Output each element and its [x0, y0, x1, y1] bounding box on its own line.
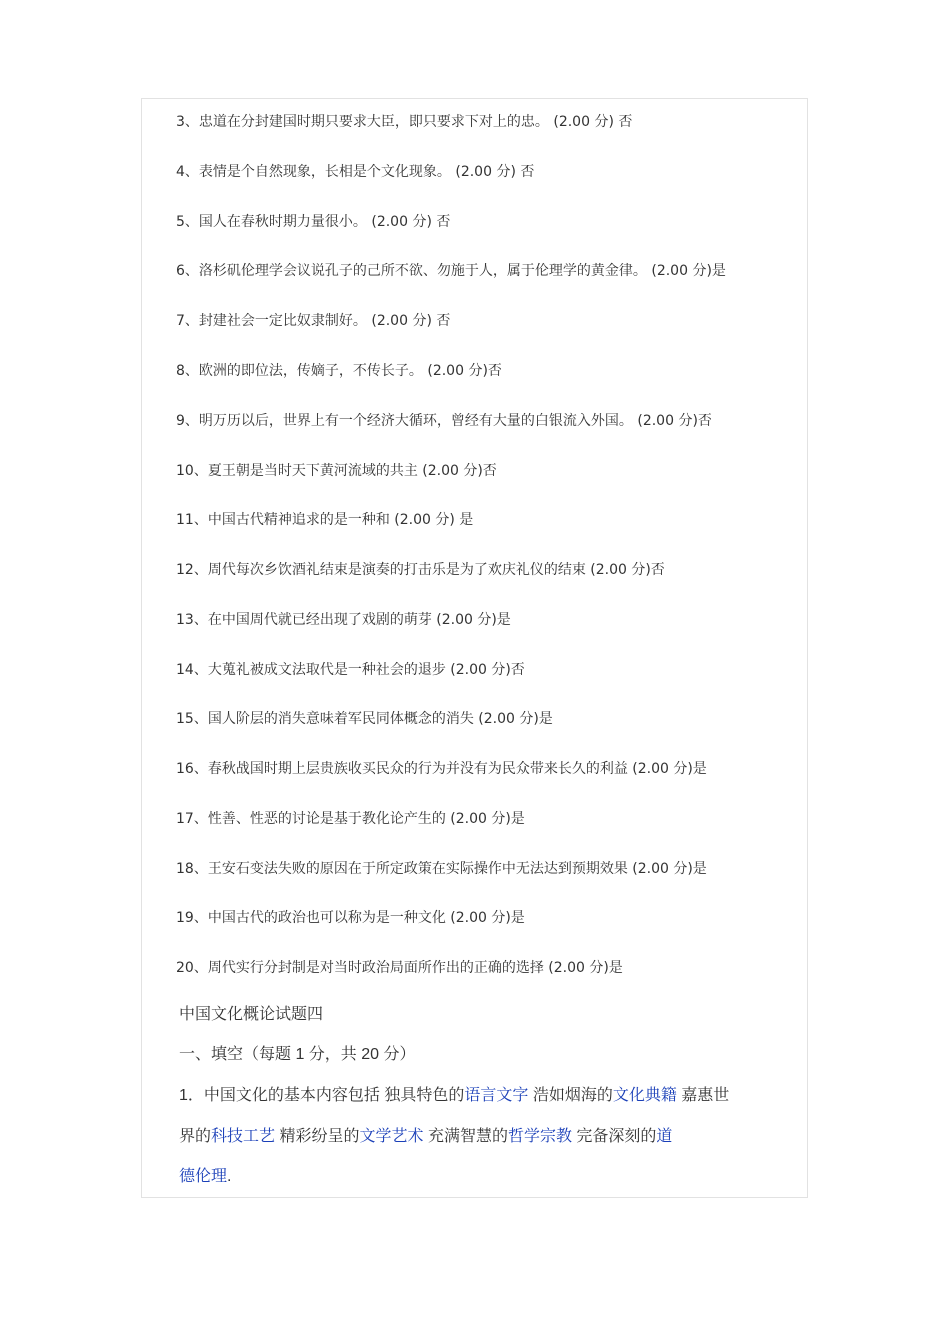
question-item: 16、春秋战国时期上层贵族收买民众的行为并没有为民众带来长久的利益 (2.00 分)是 [176, 761, 707, 777]
fill-text: 界的 [179, 1128, 212, 1145]
fill-text: 充满智慧的 [423, 1128, 508, 1145]
answer-blank: 德伦理 [179, 1168, 228, 1185]
question-item: 7、封建社会一定比奴隶制好。 (2.00 分) 否 [176, 313, 451, 329]
question-item: 3、忠道在分封建国时期只要求大臣，即只要求下对上的忠。 (2.00 分) 否 [176, 114, 633, 130]
question-item: 5、国人在春秋时期力量很小。 (2.00 分) 否 [176, 214, 451, 230]
fill-question-line-1 [179, 1085, 729, 1107]
question-item: 18、王安石变法失败的原因在于所定政策在实际操作中无法达到预期效果 (2.00 分)是 [176, 861, 707, 877]
answer-blank: 文学艺术 [359, 1128, 424, 1145]
fill-text: 完备深刻的 [571, 1128, 657, 1145]
fill-text: . [227, 1168, 232, 1185]
question-item: 8、欧洲的即位法，传嫡子，不传长子。 (2.00 分)否 [176, 363, 502, 379]
fill-text: 1．中国文化的基本内容包括 独具特色的 [179, 1087, 465, 1104]
fill-text: 浩如烟海的 [528, 1087, 613, 1104]
question-item: 11、中国古代精神追求的是一种和 (2.00 分) 是 [176, 512, 474, 528]
section-heading: 一、填空（每题 1 分，共 20 分） [179, 1046, 416, 1063]
answer-blank: 语言文字 [464, 1087, 529, 1104]
question-item: 14、大蒐礼被成文法取代是一种社会的退步 (2.00 分)否 [176, 662, 525, 678]
question-item: 6、洛杉矶伦理学会议说孔子的己所不欲、勿施于人，属于伦理学的黄金律。 (2.00 分)是 [176, 263, 726, 279]
question-item: 9、明万历以后，世界上有一个经济大循环，曾经有大量的白银流入外国。 (2.00 分)否 [176, 413, 712, 429]
exam-title: 中国文化概论试题四 [179, 1006, 324, 1023]
question-item: 13、在中国周代就已经出现了戏剧的萌芽 (2.00 分)是 [176, 612, 511, 628]
fill-question-line-3 [179, 1166, 231, 1188]
question-item: 17、性善、性恶的讨论是基于教化论产生的 (2.00 分)是 [176, 811, 525, 827]
question-item: 20、周代实行分封制是对当时政治局面所作出的正确的选择 (2.00 分)是 [176, 960, 623, 976]
fill-text: 精彩纷呈的 [275, 1128, 360, 1145]
question-item: 4、表情是个自然现象，长相是个文化现象。 (2.00 分) 否 [176, 164, 535, 180]
question-item: 12、周代每次乡饮酒礼结束是演奏的打击乐是为了欢庆礼仪的结束 (2.00 分)否 [176, 562, 665, 578]
fill-text: 嘉惠世 [676, 1087, 730, 1104]
answer-blank: 道 [656, 1128, 673, 1145]
answer-blank: 哲学宗教 [507, 1128, 572, 1145]
answer-blank: 文化典籍 [612, 1087, 677, 1104]
question-item: 10、夏王朝是当时天下黄河流域的共主 (2.00 分)否 [176, 463, 497, 479]
fill-question-line-2 [179, 1126, 672, 1148]
answer-blank: 科技工艺 [211, 1128, 276, 1145]
question-item: 15、国人阶层的消失意味着军民同体概念的消失 (2.00 分)是 [176, 711, 553, 727]
question-item: 19、中国古代的政治也可以称为是一种文化 (2.00 分)是 [176, 910, 525, 926]
